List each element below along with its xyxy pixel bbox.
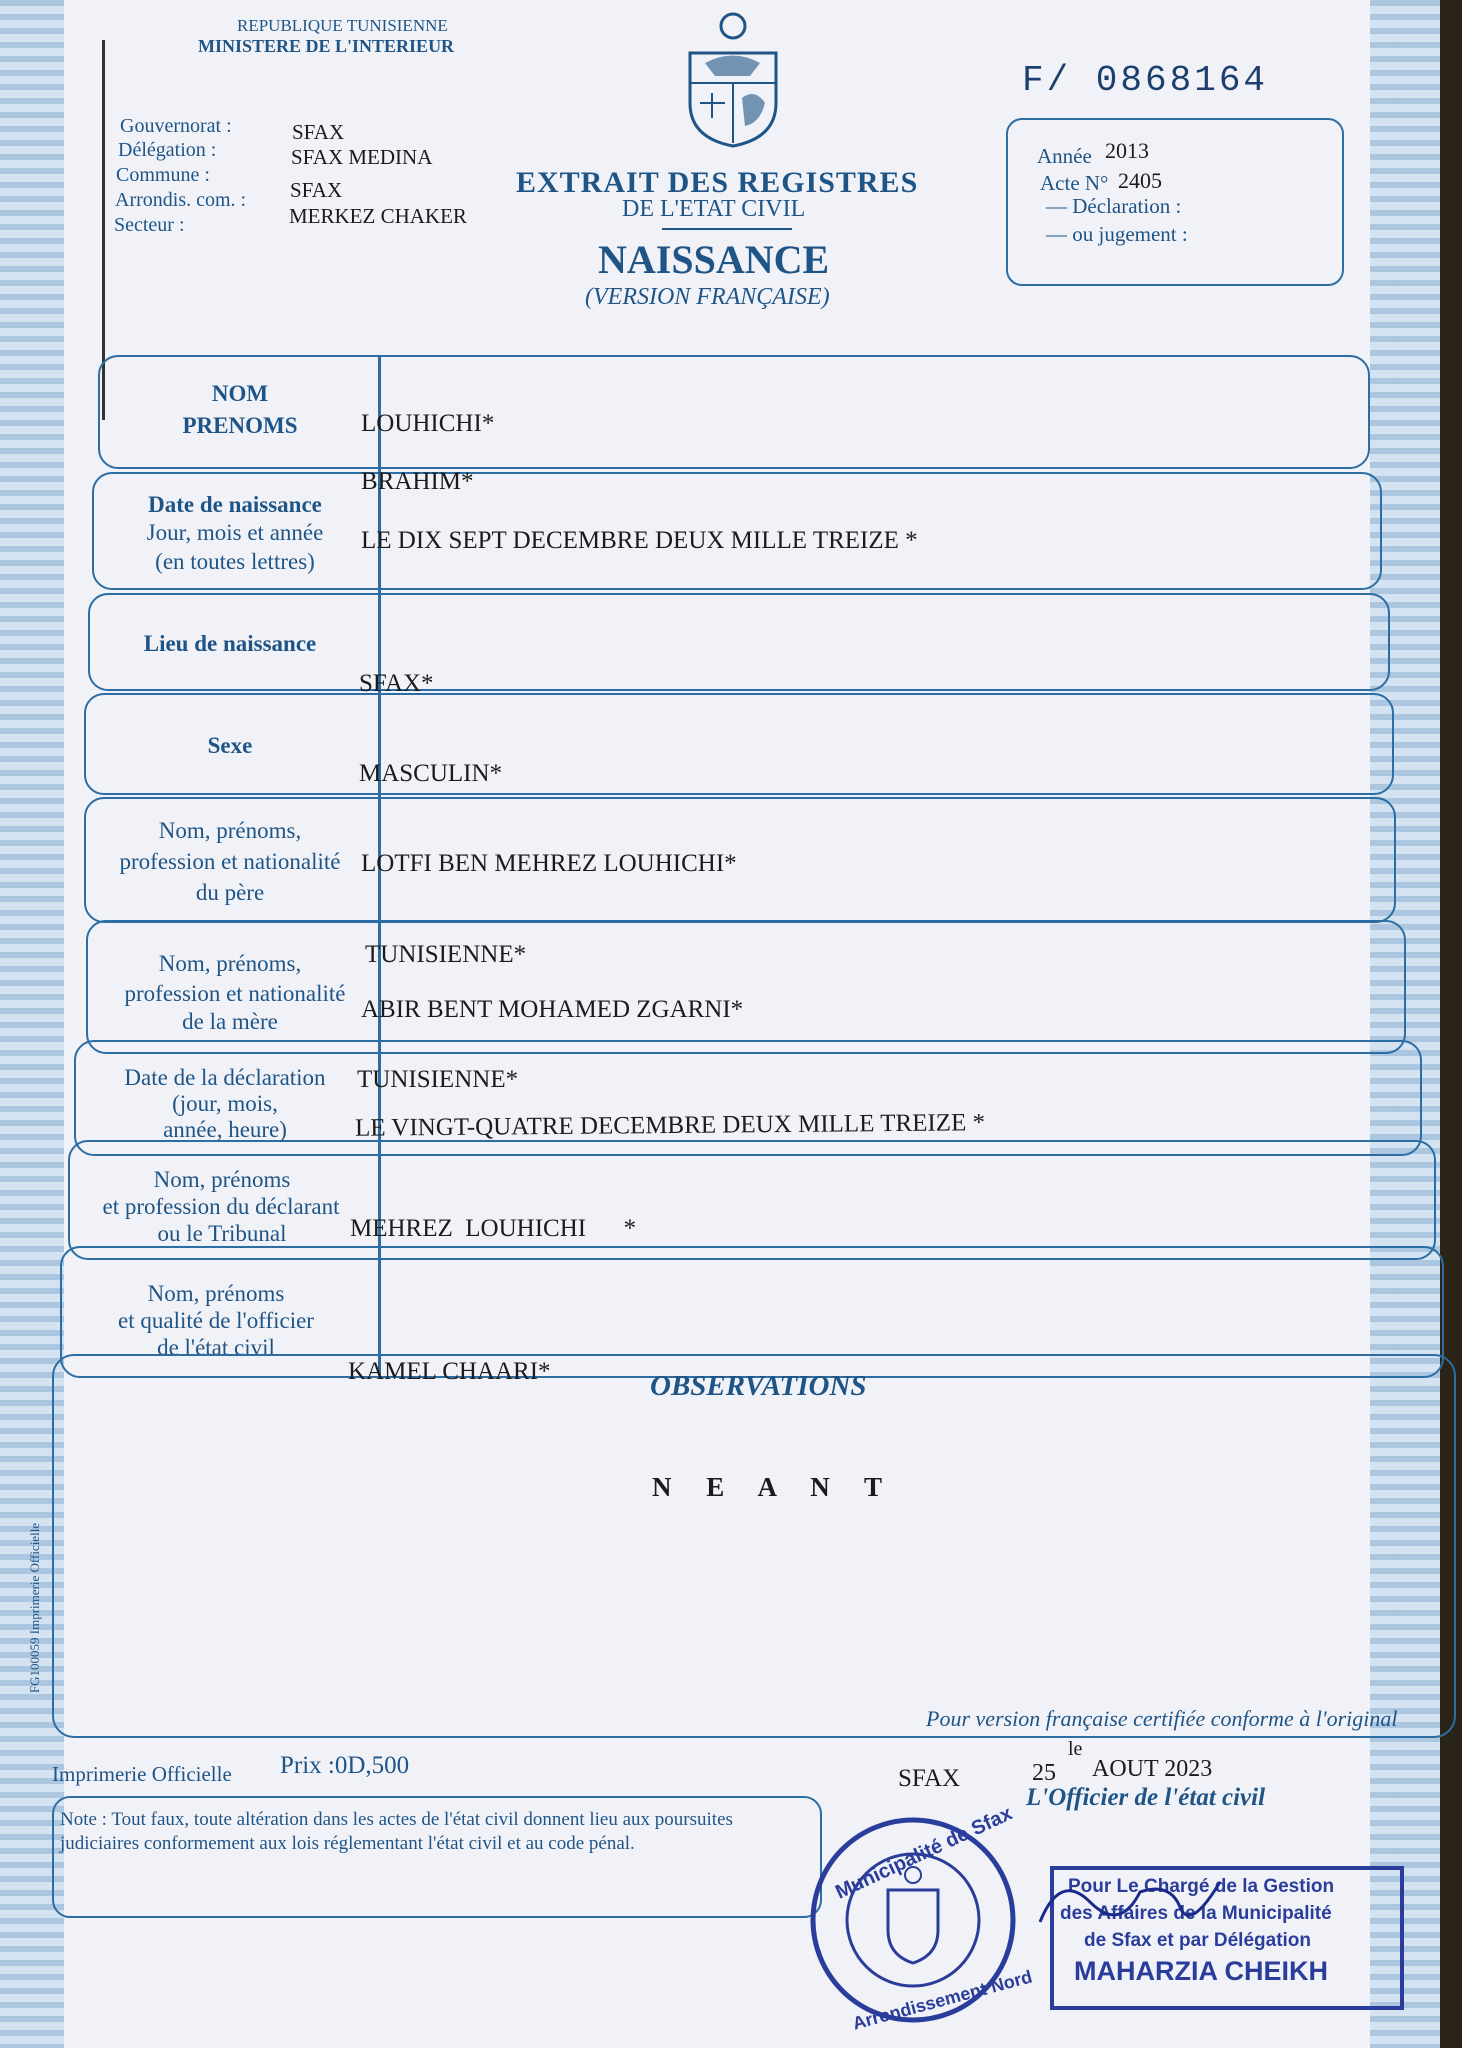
pere-label-3: du père [195,880,265,905]
declaration-date-label-3: année, heure) [163,1117,287,1142]
nom-label: NOM [211,381,269,406]
lieu-label: Lieu de naissance [143,631,317,656]
seal-text-top: Municipalité de Sfax [832,1802,1016,1904]
pere-label-1: Nom, prénoms, [158,818,302,843]
declarant-label-3: ou le Tribunal [157,1221,287,1246]
jugement-label: — ou jugement : [1046,222,1188,246]
arrondissement-label: Arrondis. com. : [115,189,247,211]
mere-label-1: Nom, prénoms, [158,951,302,976]
serial-number: F/ 0868164 [1022,60,1269,101]
city-value: SFAX [898,1765,961,1792]
declarant-label-1: Nom, prénoms [153,1167,291,1192]
ministry-label: MINISTERE DE L'INTERIEUR [198,36,455,56]
gouvernorat-label: Gouvernorat : [120,115,232,137]
annee-value: 2013 [1105,138,1149,163]
lieu-value: SFAX* [359,670,434,697]
document-title: EXTRAIT DES REGISTRES [516,166,919,199]
document-subtitle: DE L'ETAT CIVIL [622,196,806,222]
date-naissance-value: LE DIX SEPT DECEMBRE DEUX MILLE TREIZE * [361,527,918,554]
commune-label: Commune : [116,164,210,186]
officer-title: L'Officier de l'état civil [1026,1784,1266,1811]
observations-box [52,1354,1456,1738]
delegation-label: Délégation : [118,139,217,161]
declaration-date-label-1: Date de la déclaration [124,1065,326,1090]
stamp-line-4: MAHARZIA CHEIKH [1074,1956,1328,1986]
day-value: 25 [1032,1760,1056,1786]
sexe-value: MASCULIN* [359,760,503,787]
pere-value: LOTFI BEN MEHREZ LOUHICHI* [361,850,737,877]
mere-label-3: de la mère [182,1009,278,1034]
mere-value: ABIR BENT MOHAMED ZGARNI* [361,996,744,1023]
mere-label-2: profession et nationalité [124,981,346,1006]
secteur-label: Secteur : [114,214,185,236]
le-label: le [1068,1738,1083,1760]
declaration-date-label-2: (jour, mois, [172,1091,278,1116]
certification-text: Pour version française certifiée conforme à l'original [926,1706,1398,1731]
title-rule [662,228,792,230]
acte-value: 2405 [1118,168,1162,193]
republic-label: REPUBLIQUE TUNISIENNE [237,16,448,35]
date-naissance-sub1: Jour, mois et année [146,520,324,545]
tunisia-emblem-icon [680,8,786,148]
mere-nationalite-value: TUNISIENNE* [357,1066,519,1093]
date-naissance-sub2: (en toutes lettres) [155,549,315,574]
observations-title: OBSERVATIONS [650,1370,867,1402]
date-naissance-label: Date de naissance [148,492,322,517]
printer-label: Imprimerie Officielle [52,1762,232,1786]
secteur-value: MERKEZ CHAKER [289,204,467,228]
commune-value: SFAX [290,178,343,202]
gouvernorat-value: SFAX [292,120,345,144]
sexe-label: Sexe [207,733,253,758]
pere-label-2: profession et nationalité [119,849,341,874]
note-text: Note : Tout faux, toute altération dans les actes de l'état civil donnent lieu aux poursuites judiciaires conformement aux lois réglementant l'état civil et au code pénal. [60,1809,733,1854]
nom-value: LOUHICHI* [361,410,495,437]
officier-label-1: Nom, prénoms [147,1281,285,1306]
annee-label: Année [1037,144,1092,168]
version-label: (VERSION FRANÇAISE) [585,284,830,310]
observations-value: N E A N T [652,1472,897,1502]
acte-label: Acte N° [1040,171,1109,195]
declarant-label-2: et profession du déclarant [102,1194,340,1219]
price-label: Prix :0D,500 [280,1752,410,1779]
stamp-line-2: des Affaires de la Municipalité [1060,1903,1332,1924]
signature-icon [1030,1862,1230,1942]
declaration-label: — Déclaration : [1046,194,1182,218]
date-value: AOUT 2023 [1092,1756,1213,1782]
prenoms-label: PRENOMS [182,413,298,438]
officier-label-3: de l'état civil [157,1335,275,1360]
naissance-title: NAISSANCE [598,237,830,282]
stamp-line-1: Pour Le Chargé de la Gestion [1068,1876,1335,1897]
declarant-value: MEHREZ LOUHICHI * [350,1215,637,1242]
seal-text-bottom: Arrondissement Nord [850,1966,1035,2034]
stamp-line-3: de Sfax et par Délégation [1084,1930,1312,1951]
pere-nationalite-value: TUNISIENNE* [365,941,527,968]
officier-value: KAMEL CHAARI* [348,1358,551,1385]
guilloche-left [0,0,64,2048]
prenom-value: BRAHIM* [361,468,474,495]
officier-label-2: et qualité de l'officier [118,1308,314,1333]
delegation-value: SFAX MEDINA [291,145,433,169]
side-print-code: FG100059 Imprimerie Officielle [27,1522,43,1694]
date-declaration-value: LE VINGT-QUATRE DECEMBRE DEUX MILLE TREIZE * [354,1109,986,1142]
